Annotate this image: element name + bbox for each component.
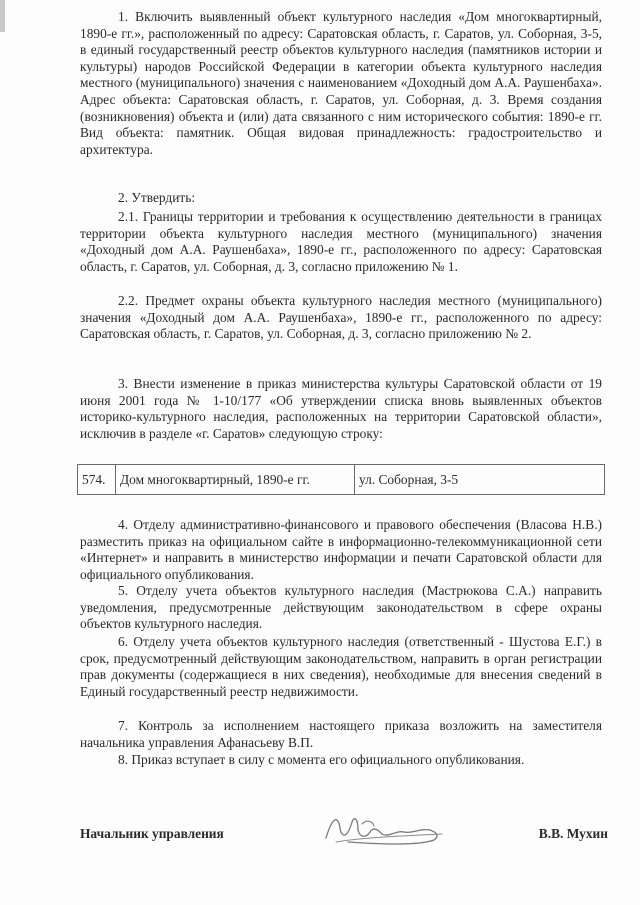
- excluded-row-table: [77, 464, 605, 495]
- handwritten-signature: [318, 808, 448, 850]
- paragraph-6: 6. Отделу учета объектов культурного наследия (ответственный - Шустова Е.Г.) в срок, предусмотренный действующим законодательством, направить в орган регистрации прав документы (содержащиеся в них сведения), необходимые для внесения сведений в Единый государственный реестр недвижимости.: [80, 634, 602, 699]
- paragraph-4: 4. Отделу административно-финансового и правового обеспечения (Власова Н.В.) разместить приказ на официальном сайте в информационно-телекоммуникационной сети «Интернет» и направить в министерство информации и печати Саратовской области для официального опубликования.: [80, 517, 602, 582]
- signatory-name: В.В. Мухин: [538, 826, 608, 841]
- paragraph-5: 5. Отделу учета объектов культурного наследия (Мастрюкова С.А.) направить уведомления, предусмотренные действующим законодательством в сфере охраны объектов культурного наследия.: [80, 583, 602, 632]
- row-number-cell: 574.: [78, 465, 116, 495]
- paragraph-3: 3. Внести изменение в приказ министерства культуры Саратовской области от 19 июня 2001 года № 1-10/177 «Об утверждении списка вновь выявленных объектов историко-культурного наследия, расположенных на территории Саратовской области», исключив в разделе «г. Саратов» следующую строку:: [80, 376, 602, 441]
- object-name-cell: Дом многоквартирный, 1890-е гг.: [116, 465, 355, 495]
- paragraph-7: 7. Контроль за исполнением настоящего приказа возложить на заместителя начальника управления Афанасьеву В.П.: [80, 718, 602, 750]
- paragraph-8: 8. Приказ вступает в силу с момента его официального опубликования.: [118, 752, 525, 767]
- paragraph-1: 1. Включить выявленный объект культурного наследия «Дом многоквартирный, 1890-е гг.», расположенный по адресу: Саратовская область, г. Саратов, ул. Соборная, 3-5, в единый государственный реестр объектов культурного наследия (памятников истории и культуры) народов Российской Федерации в категории объекта культурного наследия местного (муниципального) значения с наименованием «Доходный дом А.А. Раушенбаха». Адрес объекта: Саратовская область, г. Саратов, ул. Соборная, д. 3. Время создания (возникновения) объекта и (или) дата связанного с ним исторического события: 1890-е гг. Вид объекта: памятник. Общая видовая принадлежность: градостроительство и архитектура.: [80, 9, 602, 157]
- scan-edge-mark: [0, 0, 8, 32]
- paragraph-2-1: 2.1. Границы территории и требования к осуществлению деятельности в границах территории объекта культурного наследия местного (муниципального) значения «Доходный дом А.А. Раушенбаха», 1890-е гг., расположенного по адресу: Саратовская область, г. Саратов, ул. Соборная, д. 3, согласно приложению № 1.: [80, 209, 602, 274]
- object-address-cell: ул. Соборная, 3-5: [355, 465, 605, 495]
- paragraph-2-2: 2.2. Предмет охраны объекта культурного наследия местного (муниципального) значения «Доходный дом А.А. Раушенбаха», 1890-е гг., расположенного по адресу: Саратовская область, г. Саратов, ул. Соборная, д. 3, согласно приложению № 2.: [80, 293, 602, 342]
- paragraph-2: 2. Утвердить:: [118, 190, 196, 205]
- signatory-position: Начальник управления: [80, 826, 224, 841]
- table-row: [78, 465, 605, 495]
